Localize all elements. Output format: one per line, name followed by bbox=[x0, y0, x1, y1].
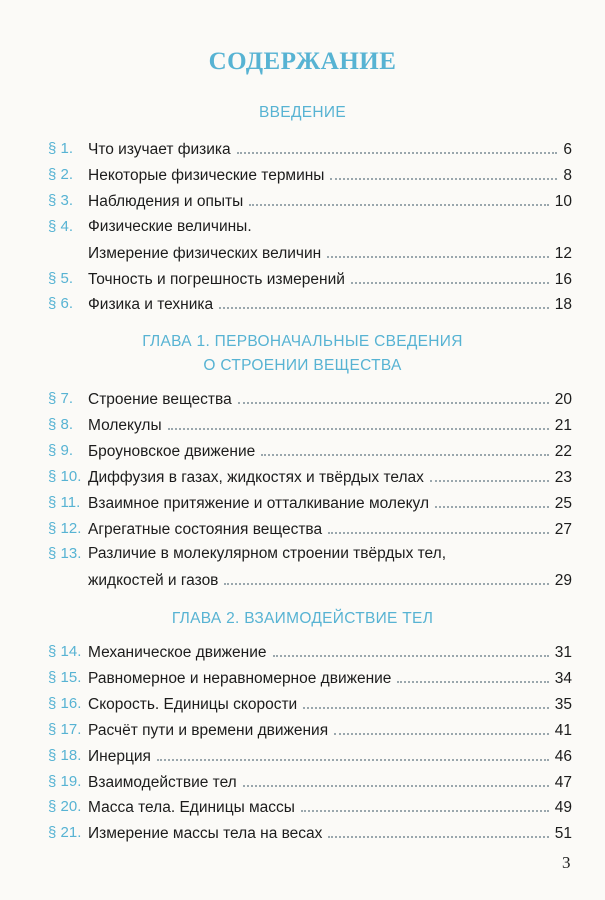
dot-leader bbox=[243, 771, 549, 787]
entry-title: Наблюдения и опыты bbox=[88, 192, 244, 210]
dot-leader bbox=[261, 440, 549, 456]
section-heading: ГЛАВА 1. ПЕРВОНАЧАЛЬНЫЕ СВЕДЕНИЯ bbox=[142, 333, 463, 350]
entry-page-number: 18 bbox=[554, 296, 572, 314]
toc-entry[interactable] bbox=[48, 440, 572, 462]
section-heading: ВВЕДЕНИЕ bbox=[259, 104, 346, 121]
toc-entry[interactable] bbox=[48, 543, 572, 565]
dot-leader bbox=[328, 518, 549, 534]
entry-title: Агрегатные состояния вещества bbox=[88, 520, 323, 538]
entry-title: Строение вещества bbox=[88, 391, 232, 408]
entry-title: Расчёт пути и времени движения bbox=[88, 721, 329, 739]
entry-title: Равномерное и неравномерное движение bbox=[88, 669, 392, 687]
paragraph-number: § 21. bbox=[48, 824, 82, 842]
dot-leader bbox=[249, 190, 548, 206]
toc-entry[interactable] bbox=[48, 190, 572, 212]
toc-entry[interactable] bbox=[48, 242, 572, 264]
entry-page-number: 12 bbox=[554, 244, 572, 262]
entry-title: жидкостей и газов bbox=[88, 572, 219, 590]
paragraph-number: § 15. bbox=[48, 668, 82, 686]
entry-title: Точность и погрешность измерений bbox=[88, 270, 345, 288]
paragraph-number: § 5. bbox=[48, 269, 74, 287]
paragraph-number: § 14. bbox=[48, 643, 82, 660]
paragraph-number: § 4. bbox=[48, 217, 74, 235]
toc-entry[interactable] bbox=[48, 719, 572, 741]
dot-leader bbox=[238, 388, 549, 404]
toc-entry[interactable] bbox=[48, 822, 572, 844]
entry-title: Измерение массы тела на весах bbox=[88, 825, 323, 843]
paragraph-number: § 9. bbox=[48, 441, 74, 459]
paragraph-number: § 7. bbox=[48, 390, 74, 407]
entry-page-number: 20 bbox=[554, 391, 572, 408]
dot-leader bbox=[330, 164, 557, 180]
paragraph-number: § 3. bbox=[48, 191, 74, 209]
dot-leader bbox=[327, 242, 549, 258]
entry-title: Инерция bbox=[88, 747, 151, 765]
entry-title: Физика и техника bbox=[88, 296, 214, 314]
entry-page-number: 27 bbox=[554, 520, 572, 538]
entry-title: Масса тела. Единицы массы bbox=[88, 799, 295, 817]
dot-leader bbox=[351, 268, 549, 284]
entry-page-number: 21 bbox=[554, 416, 572, 434]
toc-entry[interactable] bbox=[48, 216, 572, 238]
paragraph-number: § 11. bbox=[48, 493, 81, 511]
entry-page-number: 41 bbox=[554, 721, 572, 739]
dot-leader bbox=[435, 492, 549, 508]
entry-page-number: 51 bbox=[554, 825, 572, 843]
entry-title: Различие в молекулярном строении твёрдых тел, bbox=[88, 545, 447, 563]
entry-page-number: 10 bbox=[554, 192, 572, 210]
dot-leader bbox=[168, 414, 549, 430]
paragraph-number: § 8. bbox=[48, 415, 74, 433]
dot-leader bbox=[397, 667, 548, 683]
toc-entry[interactable] bbox=[48, 569, 572, 591]
entry-page-number: 25 bbox=[554, 494, 572, 512]
toc-entry[interactable] bbox=[48, 693, 572, 715]
paragraph-number: § 1. bbox=[48, 140, 74, 157]
entry-page-number: 49 bbox=[554, 799, 572, 817]
dot-leader bbox=[328, 822, 548, 838]
dot-leader bbox=[301, 796, 549, 812]
entry-title: Некоторые физические термины bbox=[88, 166, 325, 184]
toc-entry[interactable] bbox=[48, 268, 572, 290]
toc-entry[interactable] bbox=[48, 641, 572, 663]
paragraph-number: § 16. bbox=[48, 694, 82, 712]
dot-leader bbox=[219, 293, 549, 309]
dot-leader bbox=[224, 569, 548, 585]
paragraph-number: § 17. bbox=[48, 720, 82, 738]
entry-page-number: 23 bbox=[554, 468, 572, 486]
paragraph-number: § 13. bbox=[48, 545, 82, 563]
entry-title: Физические величины. bbox=[88, 217, 252, 235]
paragraph-number: § 20. bbox=[48, 798, 82, 816]
toc-entry[interactable] bbox=[48, 138, 572, 160]
page-title: СОДЕРЖАНИЕ bbox=[208, 48, 397, 75]
paragraph-number: § 2. bbox=[48, 165, 74, 183]
entry-title: Броуновское движение bbox=[88, 442, 256, 460]
dot-leader bbox=[237, 138, 558, 154]
entry-page-number: 47 bbox=[554, 773, 572, 791]
section-heading: О СТРОЕНИИ ВЕЩЕСТВА bbox=[203, 357, 402, 374]
toc-entry[interactable] bbox=[48, 388, 572, 410]
paragraph-number: § 12. bbox=[48, 519, 82, 537]
entry-page-number: 6 bbox=[563, 141, 572, 158]
entry-page-number: 34 bbox=[554, 669, 572, 687]
dot-leader bbox=[273, 641, 549, 657]
toc-entry[interactable] bbox=[48, 518, 572, 540]
entry-title: Что изучает физика bbox=[88, 141, 231, 158]
entry-title: Взаимодействие тел bbox=[88, 773, 237, 791]
entry-page-number: 46 bbox=[554, 747, 572, 765]
entry-page-number: 22 bbox=[554, 442, 572, 460]
dot-leader bbox=[157, 745, 549, 761]
toc-entry[interactable] bbox=[48, 771, 572, 793]
paragraph-number: § 6. bbox=[48, 295, 74, 313]
paragraph-number: § 19. bbox=[48, 772, 82, 790]
entry-page-number: 35 bbox=[554, 695, 572, 713]
dot-leader bbox=[430, 466, 549, 482]
toc-entry[interactable] bbox=[48, 164, 572, 186]
entry-title: Диффузия в газах, жидкостях и твёрдых телах bbox=[88, 468, 424, 486]
entry-title: Молекулы bbox=[88, 416, 162, 434]
paragraph-number: § 10. bbox=[48, 467, 82, 485]
toc-entry[interactable] bbox=[48, 414, 572, 436]
dot-leader bbox=[334, 719, 549, 735]
entry-title: Измерение физических величин bbox=[88, 244, 322, 262]
toc-entry[interactable] bbox=[48, 466, 572, 488]
entry-page-number: 29 bbox=[554, 572, 572, 590]
toc-entry[interactable] bbox=[48, 492, 572, 514]
entry-title: Взаимное притяжение и отталкивание молекул bbox=[88, 494, 429, 512]
entry-page-number: 16 bbox=[554, 270, 572, 288]
paragraph-number: § 18. bbox=[48, 746, 82, 764]
dot-leader bbox=[303, 693, 549, 709]
toc-entry[interactable] bbox=[48, 293, 572, 315]
toc-entry[interactable] bbox=[48, 796, 572, 818]
toc-entry[interactable] bbox=[48, 745, 572, 767]
entry-title: Механическое движение bbox=[88, 644, 267, 661]
page-number: 3 bbox=[562, 853, 571, 872]
entry-title: Скорость. Единицы скорости bbox=[88, 695, 298, 713]
section-heading: ГЛАВА 2. ВЗАИМОДЕЙСТВИЕ ТЕЛ bbox=[171, 610, 434, 627]
entry-page-number: 31 bbox=[554, 644, 572, 661]
entry-page-number: 8 bbox=[563, 166, 572, 184]
toc-entry[interactable] bbox=[48, 667, 572, 689]
